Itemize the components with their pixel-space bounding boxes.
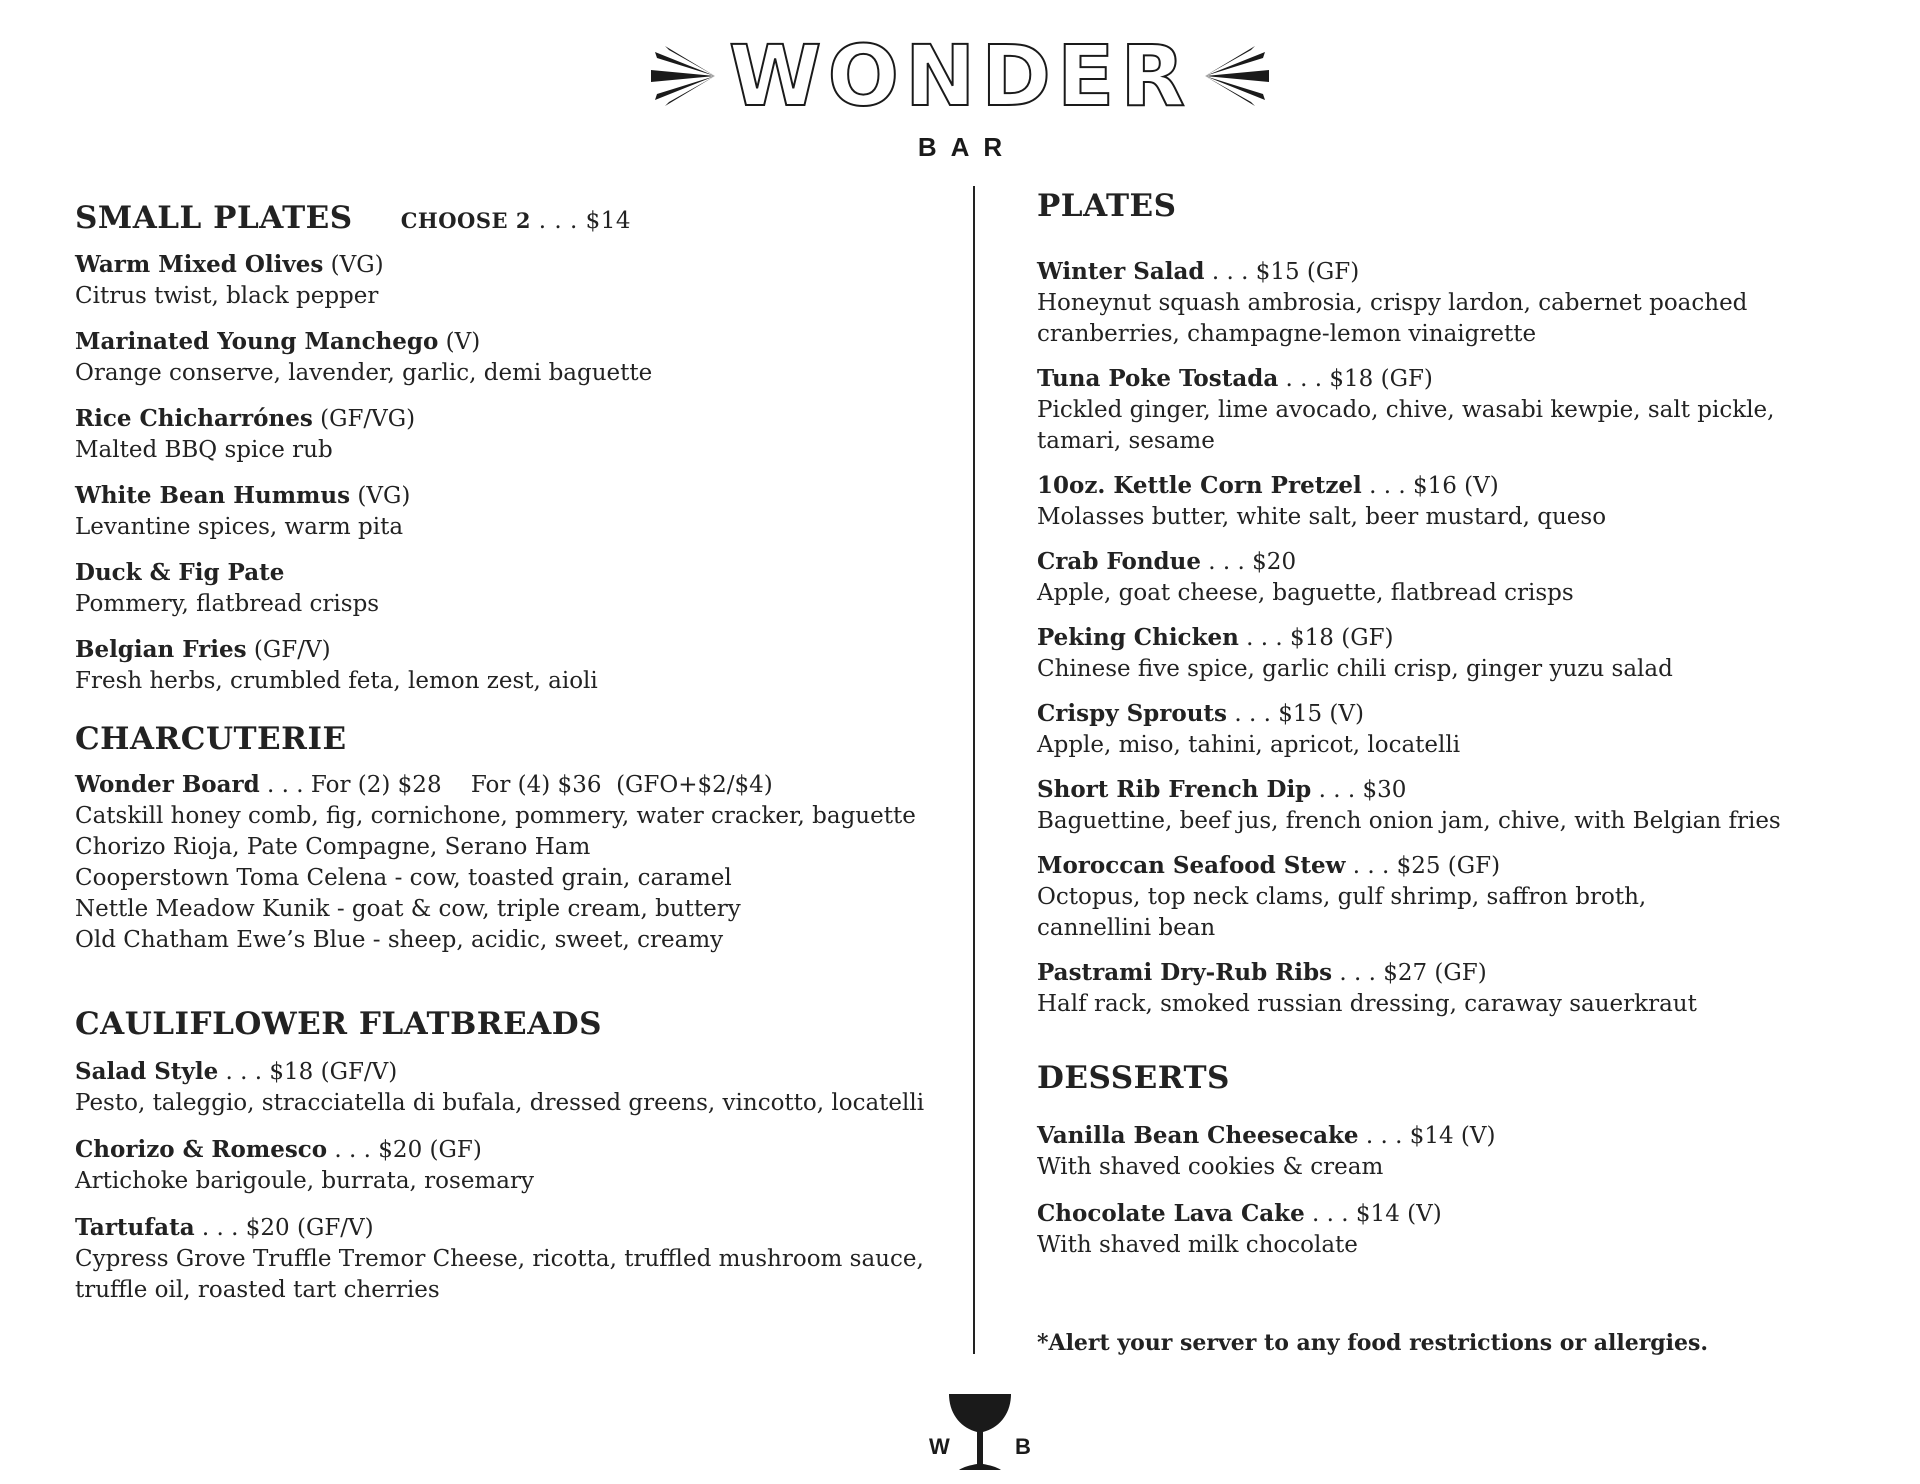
art-deco-left-ornament-icon (651, 46, 715, 106)
item-description: Chorizo Rioja, Pate Compagne, Serano Ham (75, 834, 591, 860)
item-description: Fresh herbs, crumbled feta, lemon zest, aioli (75, 668, 598, 694)
item-description: With shaved milk chocolate (1037, 1232, 1358, 1258)
item-name: Crispy Sprouts (1037, 700, 1228, 727)
footer-letter-b: B (1015, 1434, 1031, 1459)
small-plates-list (75, 249, 955, 697)
item-name: Marinated Young Manchego (75, 328, 439, 355)
menu-item (75, 1134, 955, 1197)
item-description: Pommery, flatbread crisps (75, 591, 380, 617)
item-description: Apple, goat cheese, baguette, flatbread crisps (1037, 580, 1574, 606)
menu-item (75, 403, 955, 466)
item-description: Baguettine, beef jus, french onion jam, chive, with Belgian fries (1037, 808, 1781, 834)
item-name: Short Rib French Dip (1037, 776, 1312, 803)
item-name: Rice Chicharrónes (75, 405, 313, 432)
item-name: Warm Mixed Olives (75, 251, 324, 278)
item-meta: . . . $15 (V) (1227, 701, 1364, 727)
item-meta: . . . $20 (GF) (327, 1137, 482, 1163)
small-plates-title: SMALL PLATES (75, 200, 353, 236)
item-description: Pickled ginger, lime avocado, chive, wasabi kewpie, salt pickle, (1037, 397, 1775, 423)
menu-item (75, 249, 955, 312)
menu-item (75, 1056, 955, 1119)
item-meta: . . . $18 (GF/V) (218, 1059, 398, 1085)
wonder-bar-logo (0, 27, 1920, 163)
item-description: Half rack, smoked russian dressing, caraway sauerkraut (1037, 991, 1697, 1017)
item-meta: . . . $14 (V) (1304, 1201, 1442, 1227)
item-name: Vanilla Bean Cheesecake (1037, 1122, 1359, 1149)
item-description: Apple, miso, tahini, apricot, locatelli (1037, 732, 1461, 758)
item-description: Pesto, taleggio, stracciatella di bufala, dressed greens, vincotto, locatelli (75, 1090, 925, 1116)
plates-heading (1037, 186, 1837, 226)
item-description: Octopus, top neck clams, gulf shrimp, saffron broth, (1037, 884, 1647, 910)
menu-item (75, 557, 955, 620)
item-meta: (VG) (323, 252, 384, 278)
flatbreads-title: CAULIFLOWER FLATBREADS (75, 1006, 603, 1042)
menu-item (1037, 622, 1837, 685)
desserts-heading (1037, 1058, 1837, 1098)
item-name: Belgian Fries (75, 636, 247, 663)
item-name: Pastrami Dry-Rub Ribs (1037, 959, 1333, 986)
item-description: Orange conserve, lavender, garlic, demi baguette (75, 360, 653, 386)
item-meta: . . . $27 (GF) (1332, 960, 1487, 986)
menu-item (1037, 546, 1837, 609)
item-meta: . . . $16 (V) (1361, 473, 1499, 499)
allergy-footnote: *Alert your server to any food restrictions or allergies. (1037, 1330, 1709, 1356)
item-name: Wonder Board (75, 771, 260, 798)
cocktail-glass-icon (925, 1392, 1035, 1474)
desserts-title: DESSERTS (1037, 1060, 1230, 1096)
right-menu-column (1037, 186, 1837, 1276)
item-meta: . . . $25 (GF) (1345, 853, 1501, 879)
item-description: cranberries, champagne-lemon vinaigrette (1037, 321, 1537, 347)
item-meta: . . . $14 (V) (1358, 1123, 1496, 1149)
flatbreads-list (75, 1056, 955, 1306)
footer-glass-logo (925, 1392, 1035, 1474)
item-name: Crab Fondue (1037, 548, 1201, 575)
item-name: Chocolate Lava Cake (1037, 1200, 1305, 1227)
item-description: Honeynut squash ambrosia, crispy lardon, cabernet poached (1037, 290, 1748, 316)
item-name: Chorizo & Romesco (75, 1136, 328, 1163)
item-meta: . . . $30 (1311, 777, 1407, 803)
item-description: Molasses butter, white salt, beer mustard, queso (1037, 504, 1607, 530)
item-meta: . . . $18 (GF) (1278, 366, 1433, 392)
item-meta: . . . $15 (GF) (1204, 259, 1360, 285)
item-description: Catskill honey comb, fig, cornichone, pommery, water cracker, baguette (75, 803, 916, 829)
item-meta: . . . $18 (GF) (1238, 625, 1394, 651)
item-description: Cypress Grove Truffle Tremor Cheese, ricotta, truffled mushroom sauce, (75, 1246, 924, 1272)
flatbreads-heading (75, 1004, 955, 1044)
item-meta: (V) (438, 329, 481, 355)
menu-item (75, 634, 955, 697)
menu-item (1037, 774, 1837, 837)
charcuterie-title: CHARCUTERIE (75, 721, 347, 757)
item-name: Tuna Poke Tostada (1037, 365, 1279, 392)
left-menu-column (75, 198, 955, 1321)
charcuterie-heading (75, 719, 955, 759)
item-description: Nettle Meadow Kunik - goat & cow, triple cream, buttery (75, 896, 741, 922)
item-meta: . . . For (2) $28 For (4) $36 (GFO+$2/$4) (259, 772, 773, 798)
menu-item (75, 1212, 955, 1306)
brand-subtitle: BAR (917, 132, 1017, 162)
choose-price: . . . $14 (530, 208, 632, 234)
item-description: Old Chatham Ewe’s Blue - sheep, acidic, sweet, creamy (75, 927, 724, 953)
menu-item (1037, 363, 1837, 457)
item-name: White Bean Hummus (75, 482, 351, 509)
desserts-list (1037, 1120, 1837, 1261)
item-name: Salad Style (75, 1058, 219, 1085)
item-description: Cooperstown Toma Celena - cow, toasted grain, caramel (75, 865, 732, 891)
menu-item (1037, 1198, 1837, 1261)
menu-item (1037, 957, 1837, 1020)
brand-wordmark: WONDER (728, 27, 1192, 125)
item-meta: . . . $20 (GF/V) (194, 1215, 374, 1241)
item-name: Moroccan Seafood Stew (1037, 852, 1346, 879)
plates-title: PLATES (1037, 188, 1177, 224)
plates-list (1037, 256, 1837, 1020)
item-name: 10oz. Kettle Corn Pretzel (1037, 472, 1362, 499)
item-name: Peking Chicken (1037, 624, 1239, 651)
menu-item (1037, 698, 1837, 761)
menu-item (75, 480, 955, 543)
item-description: cannellini bean (1037, 915, 1216, 941)
menu-item (75, 326, 955, 389)
item-meta: (VG) (350, 483, 411, 509)
small-plates-choose-note (401, 201, 631, 241)
menu-item (1037, 470, 1837, 533)
menu-item (1037, 256, 1837, 350)
item-description: Artichoke barigoule, burrata, rosemary (75, 1168, 534, 1194)
menu-item (1037, 1120, 1837, 1183)
item-meta: (GF/VG) (312, 406, 416, 432)
item-description: truffle oil, roasted tart cherries (75, 1277, 440, 1303)
item-description: Chinese five spice, garlic chili crisp, ginger yuzu salad (1037, 656, 1673, 682)
item-name: Duck & Fig Pate (75, 559, 285, 586)
menu-item-wonder-board (75, 769, 955, 956)
item-description: Citrus twist, black pepper (75, 283, 379, 309)
item-description: Malted BBQ spice rub (75, 437, 333, 463)
column-divider (973, 186, 975, 1354)
item-description: With shaved cookies & cream (1037, 1154, 1384, 1180)
item-name: Tartufata (75, 1214, 195, 1241)
footer-letter-w: W (929, 1434, 950, 1459)
menu-item (1037, 850, 1837, 944)
item-meta: . . . $20 (1201, 549, 1297, 575)
item-description: Levantine spices, warm pita (75, 514, 404, 540)
choose-label: CHOOSE 2 (400, 208, 531, 233)
item-description: tamari, sesame (1037, 428, 1215, 454)
small-plates-heading (75, 198, 955, 241)
item-name: Winter Salad (1037, 258, 1205, 285)
art-deco-right-ornament-icon (1205, 46, 1269, 106)
item-meta: (GF/V) (246, 637, 331, 663)
